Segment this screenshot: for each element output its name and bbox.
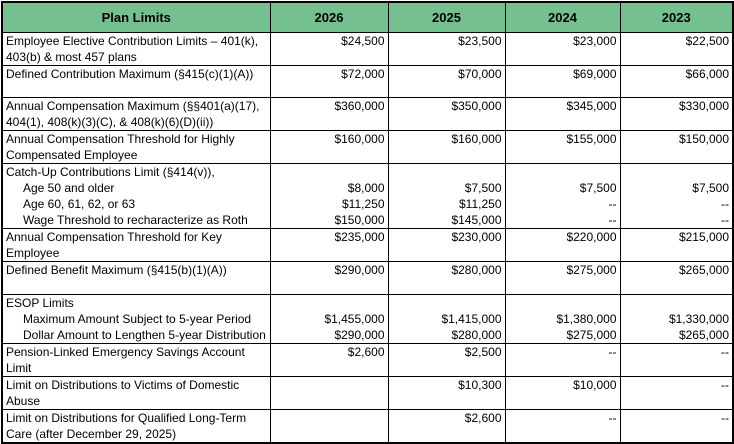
row-label: Limit on Distributions for Qualified Long-Term Care (after December 29, 2025) bbox=[6, 411, 247, 441]
row-label: ESOP Limits bbox=[6, 296, 74, 310]
value-cell-2023 bbox=[620, 66, 733, 98]
row-label-cell bbox=[2, 229, 270, 262]
value-cell-2024 bbox=[505, 344, 620, 377]
row-label-cell bbox=[2, 344, 270, 377]
value-cell-2025 bbox=[388, 344, 505, 377]
value-cell-2026 bbox=[270, 131, 388, 164]
value-text bbox=[621, 164, 733, 180]
value-text: -- bbox=[721, 197, 729, 211]
value-cell-2023 bbox=[620, 164, 733, 229]
value-cell-2023 bbox=[620, 229, 733, 262]
table-row bbox=[2, 229, 733, 262]
value-text: $350,000 bbox=[451, 99, 502, 113]
row-label-cell bbox=[2, 295, 270, 344]
value-text bbox=[389, 164, 505, 180]
header-row bbox=[2, 2, 733, 33]
value-cell-2023 bbox=[620, 131, 733, 164]
value-cell-2026 bbox=[270, 262, 388, 295]
value-text: $215,000 bbox=[678, 230, 729, 244]
value-cell-2025 bbox=[388, 33, 505, 66]
value-text bbox=[506, 164, 620, 180]
value-text: $2,600 bbox=[464, 411, 502, 425]
row-label: Pension-Linked Emergency Savings Account Limit bbox=[6, 345, 245, 375]
value-cell-2023 bbox=[620, 295, 733, 344]
value-text: $220,000 bbox=[566, 230, 617, 244]
value-text: $280,000 bbox=[451, 263, 502, 277]
row-label-cell bbox=[2, 410, 270, 444]
table-row bbox=[2, 66, 733, 98]
value-text bbox=[271, 410, 388, 426]
table-row bbox=[2, 33, 733, 66]
value-cell-2026 bbox=[270, 164, 388, 229]
value-cell-2025 bbox=[388, 131, 505, 164]
value-text: $160,000 bbox=[334, 132, 385, 146]
value-cell-2025 bbox=[388, 377, 505, 410]
row-label: Maximum Amount Subject to 5-year Period bbox=[23, 312, 252, 326]
value-cell-2026 bbox=[270, 229, 388, 262]
value-text: $1,415,000 bbox=[441, 312, 502, 326]
row-label: Employee Elective Contribution Limits – 401(k), 403(b) & most 457 plans bbox=[6, 34, 259, 64]
value-cell-2023 bbox=[620, 410, 733, 444]
value-text: $1,380,000 bbox=[556, 312, 617, 326]
value-text: $150,000 bbox=[678, 132, 729, 146]
value-cell-2025 bbox=[388, 410, 505, 444]
value-text: $155,000 bbox=[566, 132, 617, 146]
value-text: $10,300 bbox=[458, 378, 502, 392]
value-text: $23,000 bbox=[573, 34, 617, 48]
value-text: $235,000 bbox=[334, 230, 385, 244]
row-label: Limit on Distributions to Victims of Domestic Abuse bbox=[6, 378, 240, 408]
value-text: -- bbox=[608, 411, 617, 425]
column-header-year-2025: 2025 bbox=[388, 2, 505, 33]
row-label: Annual Compensation Threshold for Highly Compensated Employee bbox=[6, 132, 235, 162]
row-label-cell bbox=[2, 262, 270, 295]
value-text: $22,500 bbox=[685, 34, 729, 48]
column-header-year-2023: 2023 bbox=[620, 2, 733, 33]
table-header bbox=[2, 2, 733, 33]
value-cell-2025 bbox=[388, 262, 505, 295]
value-text bbox=[271, 377, 388, 393]
value-cell-2026 bbox=[270, 344, 388, 377]
value-text: $69,000 bbox=[573, 67, 617, 81]
value-text bbox=[506, 295, 620, 311]
value-cell-2024 bbox=[505, 410, 620, 444]
value-text: $160,000 bbox=[451, 132, 502, 146]
value-text: $290,000 bbox=[334, 328, 385, 342]
value-text: $1,455,000 bbox=[324, 312, 385, 326]
value-text: $10,000 bbox=[573, 378, 617, 392]
value-cell-2024 bbox=[505, 262, 620, 295]
value-text: $275,000 bbox=[566, 328, 617, 342]
plan-limits-table bbox=[1, 1, 734, 444]
table-row bbox=[2, 344, 733, 377]
value-cell-2024 bbox=[505, 229, 620, 262]
value-text bbox=[621, 295, 733, 311]
value-cell-2024 bbox=[505, 295, 620, 344]
value-cell-2023 bbox=[620, 344, 733, 377]
row-label-cell bbox=[2, 33, 270, 66]
value-cell-2026 bbox=[270, 98, 388, 131]
value-cell-2025 bbox=[388, 98, 505, 131]
value-text: $145,000 bbox=[451, 213, 502, 227]
value-text: $8,000 bbox=[347, 181, 385, 195]
value-text: $11,250 bbox=[342, 197, 385, 211]
value-cell-2026 bbox=[270, 377, 388, 410]
value-cell-2024 bbox=[505, 33, 620, 66]
row-label: Defined Benefit Maximum (§415(b)(1)(A)) bbox=[6, 263, 227, 277]
value-text: -- bbox=[608, 213, 617, 227]
value-cell-2023 bbox=[620, 33, 733, 66]
value-cell-2024 bbox=[505, 98, 620, 131]
row-label-cell bbox=[2, 66, 270, 98]
value-cell-2025 bbox=[388, 229, 505, 262]
value-cell-2025 bbox=[388, 164, 505, 229]
value-text: $1,330,000 bbox=[668, 312, 729, 326]
table-row bbox=[2, 164, 733, 229]
table-row bbox=[2, 131, 733, 164]
table-body bbox=[2, 33, 733, 444]
value-text: $70,000 bbox=[458, 67, 502, 81]
value-text: $290,000 bbox=[334, 263, 385, 277]
column-header-plan-limits: Plan Limits bbox=[2, 2, 270, 33]
value-text: $7,500 bbox=[464, 181, 502, 195]
value-cell-2025 bbox=[388, 295, 505, 344]
value-text: -- bbox=[721, 411, 729, 425]
row-label-cell bbox=[2, 131, 270, 164]
value-text: $2,600 bbox=[347, 345, 385, 359]
value-cell-2025 bbox=[388, 66, 505, 98]
value-text: $23,500 bbox=[458, 34, 502, 48]
value-text: $7,500 bbox=[579, 181, 617, 195]
table-row bbox=[2, 295, 733, 344]
row-label: Wage Threshold to recharacterize as Roth bbox=[23, 213, 248, 227]
value-text: -- bbox=[608, 345, 617, 359]
row-label: Defined Contribution Maximum (§415(c)(1)(A)) bbox=[6, 67, 254, 81]
row-label: Age 60, 61, 62, or 63 bbox=[23, 197, 136, 211]
row-label: Age 50 and older bbox=[23, 181, 115, 195]
value-text: $24,500 bbox=[341, 34, 385, 48]
value-text bbox=[271, 295, 388, 311]
row-label: Annual Compensation Maximum (§§401(a)(17), 404(1), 408(k)(3)(C), & 408(k)(6)(D)(ii)) bbox=[6, 99, 260, 129]
column-header-year-2026: 2026 bbox=[270, 2, 388, 33]
value-cell-2026 bbox=[270, 295, 388, 344]
row-label: Catch-Up Contributions Limit (§414(v)), bbox=[6, 165, 215, 179]
value-cell-2026 bbox=[270, 33, 388, 66]
value-cell-2024 bbox=[505, 377, 620, 410]
value-text: $330,000 bbox=[678, 99, 729, 113]
column-header-year-2024: 2024 bbox=[505, 2, 620, 33]
value-text: -- bbox=[721, 213, 729, 227]
value-text: $360,000 bbox=[334, 99, 385, 113]
value-text: $72,000 bbox=[341, 67, 385, 81]
row-label: Dollar Amount to Lengthen 5-year Distribution bbox=[23, 328, 266, 342]
value-text: $345,000 bbox=[566, 99, 617, 113]
value-text: -- bbox=[608, 197, 617, 211]
value-cell-2026 bbox=[270, 410, 388, 444]
table-row bbox=[2, 98, 733, 131]
value-text: $7,500 bbox=[692, 181, 729, 195]
value-text: $265,000 bbox=[678, 328, 729, 342]
value-text: -- bbox=[721, 378, 729, 392]
value-text bbox=[389, 295, 505, 311]
value-text: $150,000 bbox=[334, 213, 385, 227]
value-cell-2024 bbox=[505, 131, 620, 164]
row-label: Annual Compensation Threshold for Key Employee bbox=[6, 230, 222, 260]
value-cell-2024 bbox=[505, 164, 620, 229]
table-row bbox=[2, 377, 733, 410]
value-text: $2,500 bbox=[464, 345, 502, 359]
value-text: $265,000 bbox=[678, 263, 729, 277]
value-text: $230,000 bbox=[451, 230, 502, 244]
value-text bbox=[271, 164, 388, 180]
table-row bbox=[2, 410, 733, 444]
value-cell-2023 bbox=[620, 98, 733, 131]
value-cell-2024 bbox=[505, 66, 620, 98]
value-text: -- bbox=[721, 345, 729, 359]
row-label-cell bbox=[2, 377, 270, 410]
value-cell-2026 bbox=[270, 66, 388, 98]
value-text: $66,000 bbox=[685, 67, 729, 81]
value-text: $275,000 bbox=[566, 263, 617, 277]
table-row bbox=[2, 262, 733, 295]
value-cell-2023 bbox=[620, 262, 733, 295]
value-cell-2023 bbox=[620, 377, 733, 410]
row-label-cell bbox=[2, 164, 270, 229]
row-label-cell bbox=[2, 98, 270, 131]
value-text: $11,250 bbox=[459, 197, 502, 211]
value-text: $280,000 bbox=[451, 328, 502, 342]
